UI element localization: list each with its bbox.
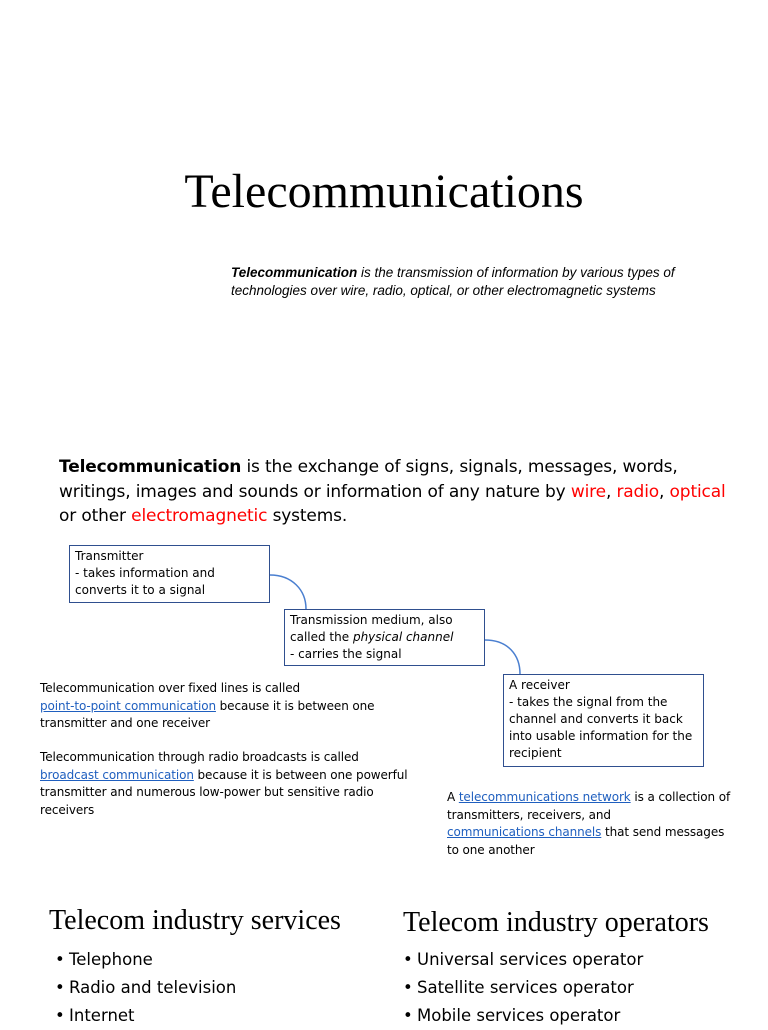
keyword-optical: optical	[669, 481, 726, 502]
receiver-desc-3: into usable information for the	[509, 729, 693, 743]
paragraph-line: Telecommunication over fixed lines is called	[40, 681, 301, 695]
point-to-point-link[interactable]: point-to-point communication	[40, 698, 216, 713]
receiver-desc-4: recipient	[509, 746, 562, 760]
bullet-icon: •	[403, 978, 413, 997]
operators-heading: Telecom industry operators	[403, 907, 709, 938]
italic-definition-term: Telecommunication	[231, 265, 358, 280]
medium-desc-1	[290, 629, 479, 646]
paragraph-line: Telecommunication through radio broadcasts is called	[40, 750, 359, 764]
list-item	[55, 946, 236, 974]
list-item-label: Mobile services operator	[417, 1006, 621, 1025]
transmitter-desc-2: converts it to a signal	[75, 583, 206, 597]
list-item-label: Telephone	[69, 950, 153, 969]
medium-title: Transmission medium, also	[290, 613, 453, 627]
medium-desc-prefix: called the	[290, 630, 353, 644]
keyword-wire: wire	[570, 481, 606, 502]
separator: ,	[605, 481, 617, 502]
services-list	[55, 946, 236, 1030]
medium-desc-2: - carries the signal	[290, 647, 402, 661]
paragraph-line: transmitter and numerous low-power but sensitive radio	[40, 785, 374, 799]
list-item	[403, 1002, 643, 1030]
bullet-icon: •	[55, 950, 65, 969]
separator: ,	[659, 481, 670, 502]
point-to-point-paragraph	[40, 680, 374, 733]
operators-list	[403, 946, 643, 1030]
paragraph-line	[447, 824, 730, 842]
receiver-desc-1: - takes the signal from the	[509, 695, 668, 709]
broadcast-link[interactable]: broadcast communication	[40, 767, 194, 782]
paragraph-line	[40, 698, 374, 716]
paragraph-text: is a collection of	[630, 790, 731, 804]
page-title: Telecommunications	[184, 165, 584, 218]
keyword-electromagnetic: electromagnetic	[131, 506, 268, 526]
list-item-label: Internet	[69, 1006, 135, 1025]
paragraph-line: transmitters, receivers, and	[447, 807, 611, 822]
bullet-icon: •	[403, 950, 413, 969]
paragraph-line: transmitter and one receiver	[40, 716, 210, 730]
receiver-box	[503, 674, 704, 767]
main-definition-term: Telecommunication	[59, 457, 242, 477]
bullet-icon: •	[403, 1006, 413, 1025]
transmitter-title: Transmitter	[75, 549, 144, 563]
communications-channels-link[interactable]: communications channels	[447, 825, 602, 839]
bullet-icon: •	[55, 978, 65, 997]
list-item-label: Satellite services operator	[417, 978, 634, 997]
list-item	[55, 974, 236, 1002]
list-item	[403, 946, 643, 974]
keyword-radio: radio	[616, 481, 660, 502]
services-heading: Telecom industry services	[49, 905, 341, 936]
paragraph-line: receivers	[40, 802, 95, 817]
list-item	[55, 1002, 236, 1030]
network-paragraph	[447, 789, 730, 859]
transmitter-desc-1: - takes information and	[75, 566, 215, 580]
telecommunications-network-link[interactable]: telecommunications network	[458, 790, 631, 804]
receiver-title: A receiver	[509, 678, 570, 692]
list-item-label: Universal services operator	[417, 950, 644, 969]
paragraph-line	[447, 789, 730, 807]
broadcast-paragraph	[40, 749, 408, 819]
paragraph-line	[40, 767, 408, 785]
italic-definition-text: is the transmission of information by various types of technologies over wire, radio, optical, or other electromagnetic systems	[231, 265, 675, 298]
bullet-icon: •	[55, 1006, 65, 1025]
physical-channel-term: physical channel	[352, 630, 454, 644]
paragraph-line: to one another	[447, 842, 535, 857]
receiver-desc-2: channel and converts it back	[509, 712, 683, 726]
main-definition-text: systems.	[267, 506, 348, 526]
connector-medium-receiver	[485, 640, 520, 674]
transmitter-box	[69, 545, 270, 603]
connector-transmitter-medium	[270, 575, 306, 609]
main-definition-text: or other	[59, 506, 132, 526]
paragraph-text: because it is between one	[215, 698, 375, 713]
paragraph-text: that send messages	[601, 825, 725, 839]
paragraph-text: A	[447, 790, 459, 804]
main-definition-text: is the exchange of signs, signals, messages, words, writings, images and sounds or information of any nature by	[59, 457, 678, 502]
paragraph-text: because it is between one powerful	[193, 767, 408, 782]
list-item-label: Radio and television	[69, 978, 237, 997]
transmission-medium-box	[284, 609, 485, 666]
list-item	[403, 974, 643, 1002]
